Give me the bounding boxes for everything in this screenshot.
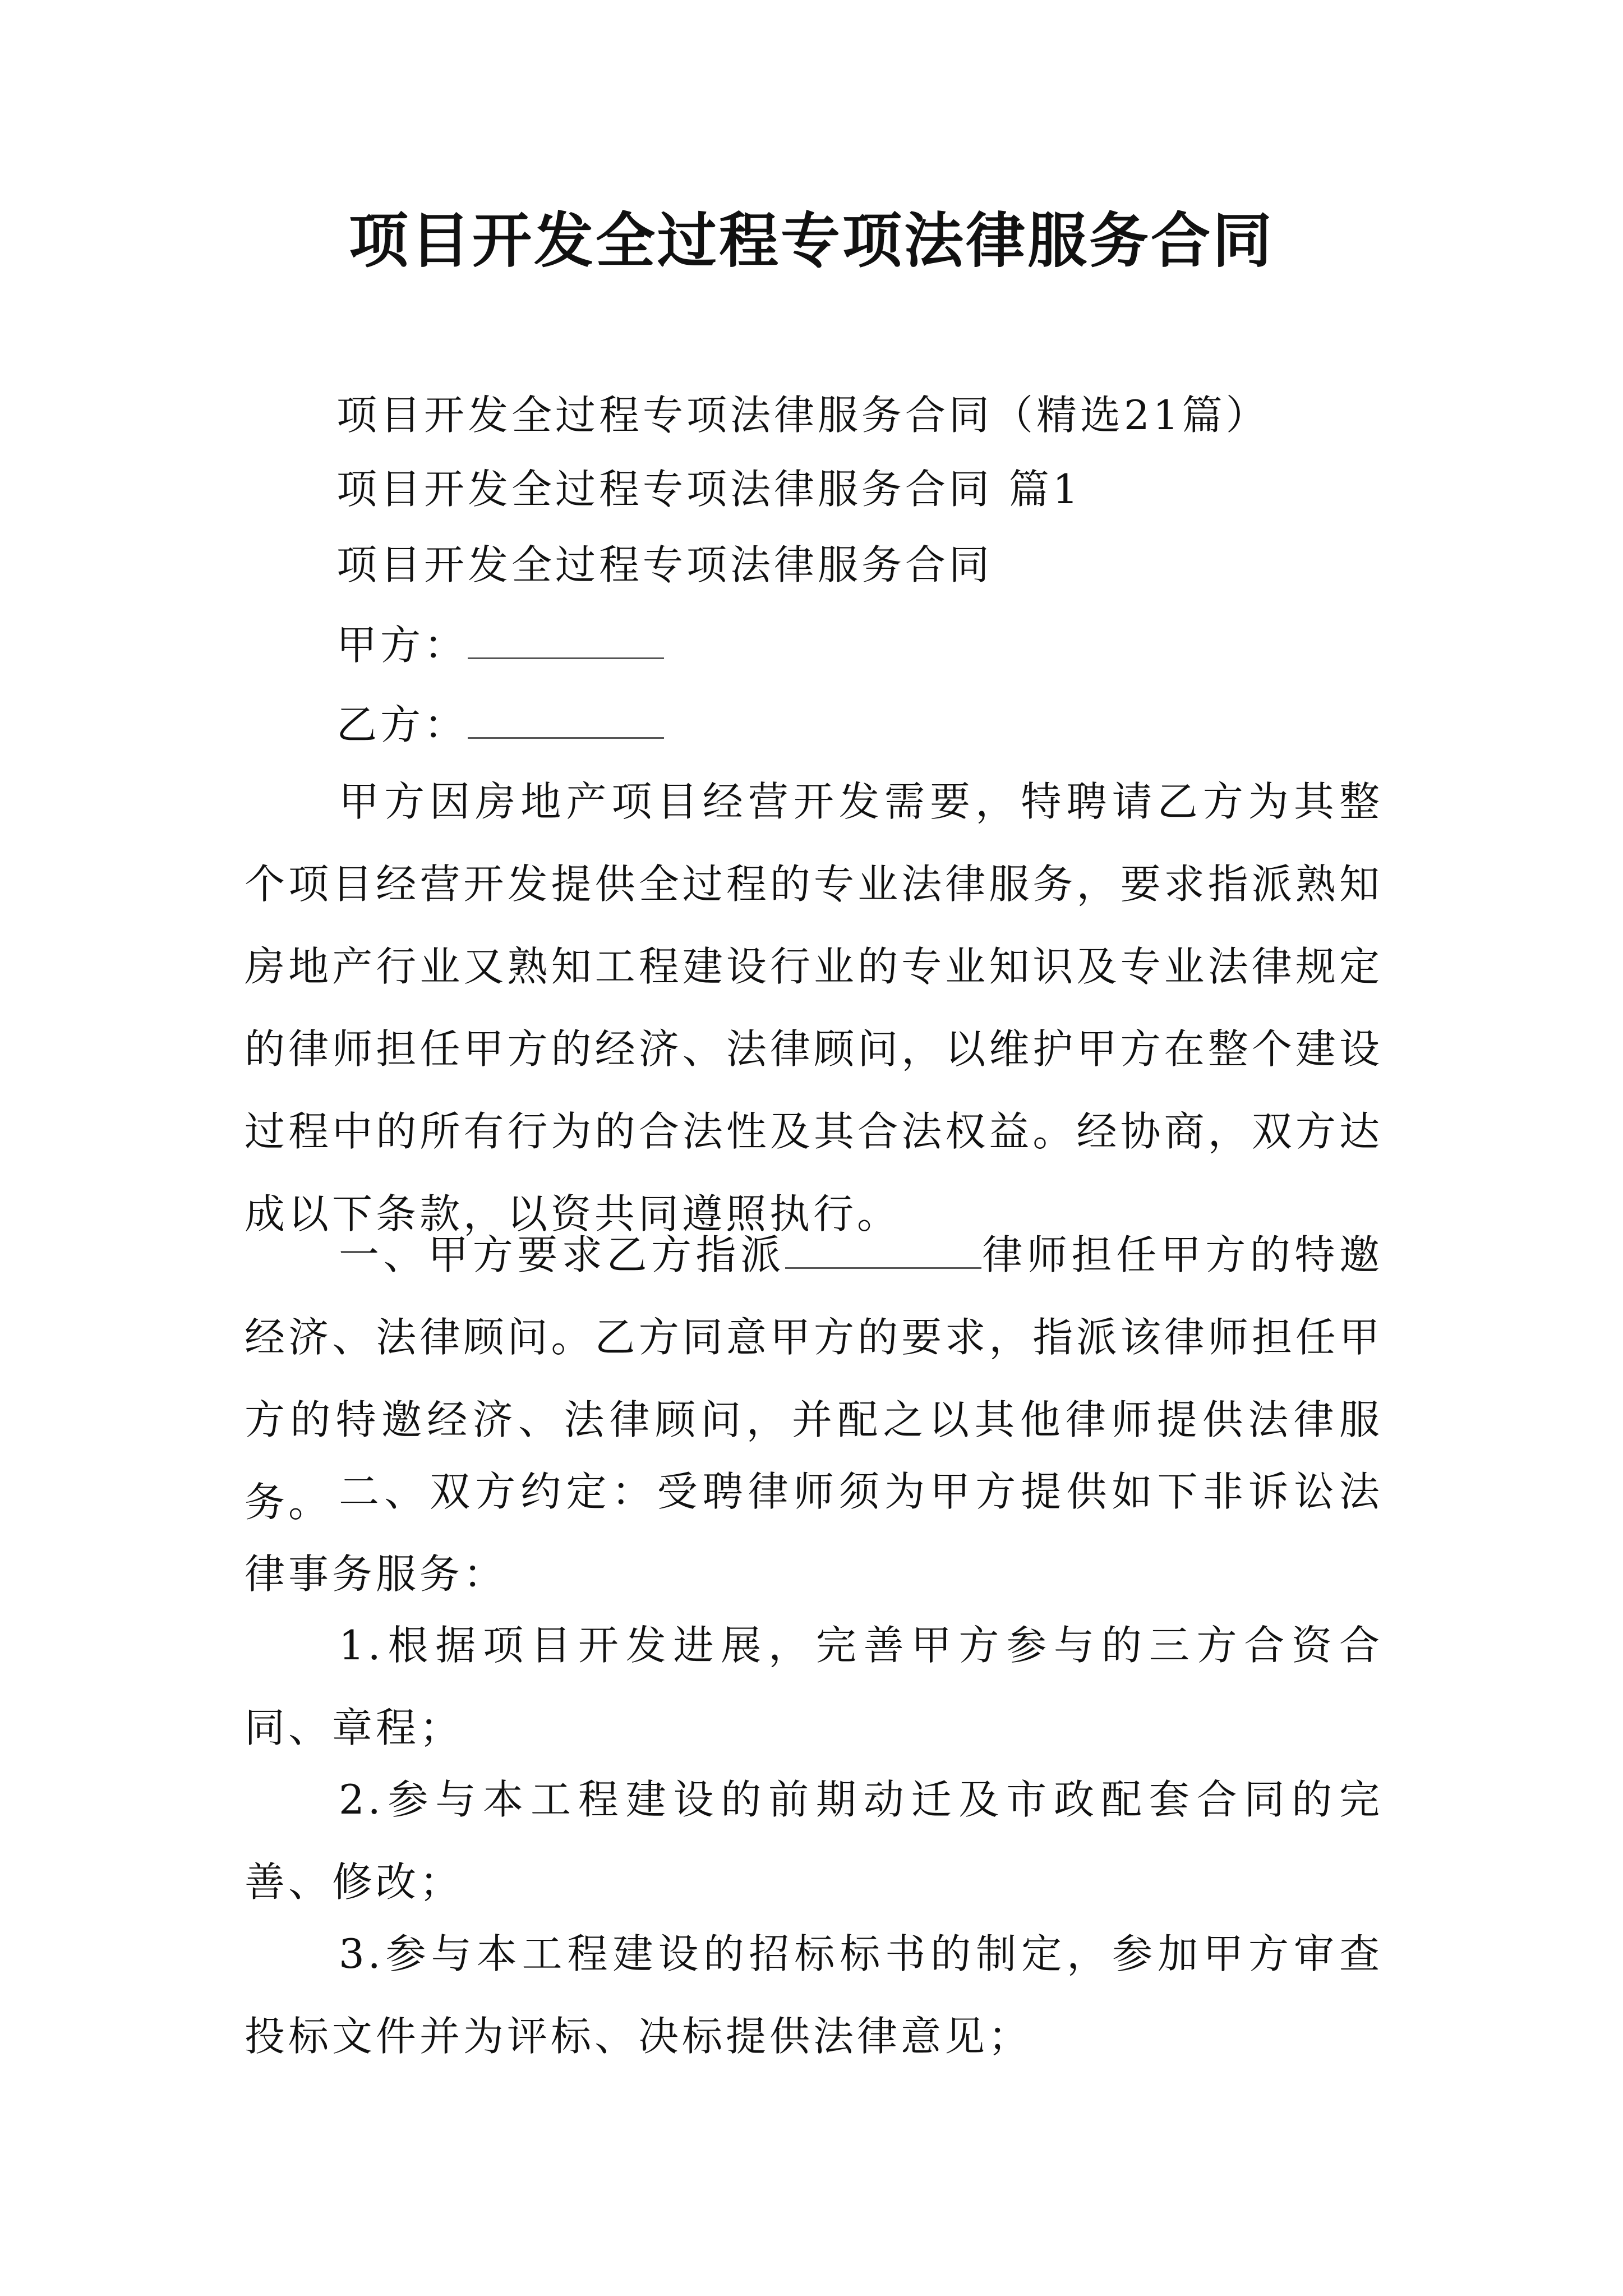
clause-2: 二、双方约定：受聘律师须为甲方提供如下非诉讼法律事务服务： [245, 1468, 1383, 1598]
party-b-label: 乙方： [336, 701, 468, 748]
clause-1-before: 一、甲方要求乙方指派 [339, 1231, 785, 1278]
party-b-line [336, 697, 664, 753]
section-heading: 项目开发全过程专项法律服务合同 篇1 [336, 466, 1082, 513]
party-b-blank [468, 703, 664, 739]
lawyer-name-blank [785, 1234, 981, 1269]
contract-name: 项目开发全过程专项法律服务合同 [336, 541, 993, 588]
party-a-blank [468, 624, 664, 659]
party-a-line [336, 617, 664, 673]
clause-1-after: 律师担任甲方的特邀经济、法律顾问。乙方同意甲方的要求，指派该律师担任甲方的特邀经济、法律顾问，并配之以其他律师提供法律服务。 [245, 1231, 1383, 1526]
subtitle: 项目开发全过程专项法律服务合同（精选21篇） [336, 392, 1270, 439]
item-2: 2.参与本工程建设的前期动迁及市政配套合同的完善、修改； [245, 1776, 1383, 1906]
item-1: 1.根据项目开发进展，完善甲方参与的三方合资合同、章程； [245, 1622, 1383, 1751]
party-a-label: 甲方： [336, 622, 468, 669]
document-title: 项目开发全过程专项法律服务合同 [349, 206, 1274, 275]
item-3: 3.参与本工程建设的招标标书的制定，参加甲方审查投标文件并为评标、决标提供法律意见； [245, 1930, 1383, 2060]
intro-paragraph: 甲方因房地产项目经营开发需要，特聘请乙方为其整个项目经营开发提供全过程的专业法律服务，要求指派熟知房地产行业又熟知工程建设行业的专业知识及专业法律规定的律师担任甲方的经济、法律顾问，以维护甲方在整个建设过程中的所有行为的合法性及其合法权益。经协商，双方达成以下条款，以资共同遵照执行。 [245, 778, 1383, 1237]
